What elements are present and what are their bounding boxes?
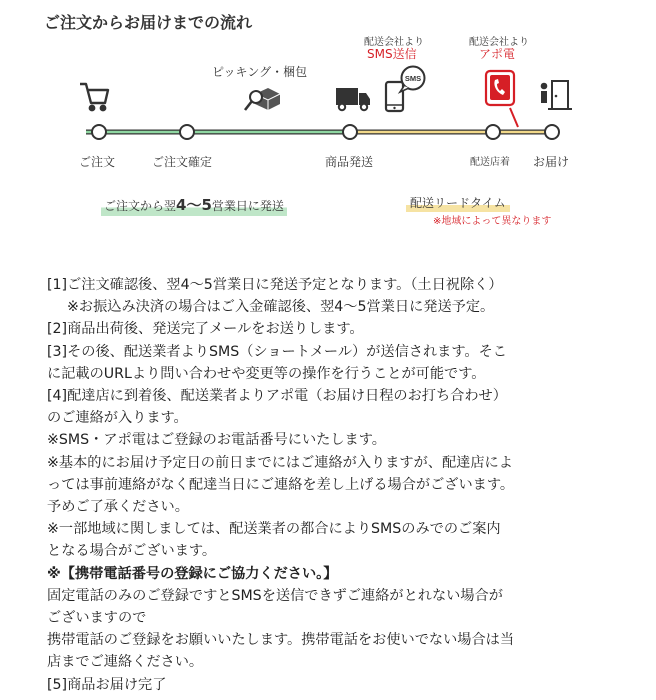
sms-phone-icon	[386, 67, 425, 112]
page-title: ご注文からお届けまでの流れ	[44, 13, 253, 32]
sms-bubble-text: SMS	[404, 74, 422, 83]
text-line: となる場合がございます。	[47, 543, 217, 560]
lead-days: 4～5	[176, 196, 212, 214]
text-line-emphasis: ※【携帯電話番号の登録にご協力ください。】	[47, 565, 338, 582]
step-label-order: ご注文	[79, 155, 116, 169]
timeline	[86, 125, 559, 139]
lead-yoku: 翌	[164, 199, 177, 213]
timeline-node-order	[92, 125, 106, 139]
text-line: のご連絡が入ります。	[47, 410, 188, 427]
lead-prefix: ご注文から	[104, 199, 165, 213]
picking-box-icon	[245, 88, 280, 110]
step-label-arrive: 配送店着	[470, 157, 510, 168]
text-line: [3]その後、配送業者よりSMS（ショートメール）が送信されます。そこ	[47, 343, 507, 360]
step-label-confirm: ご注文確定	[152, 155, 213, 169]
cart-icon	[80, 84, 108, 110]
timeline-node-deliver	[545, 125, 559, 139]
flow-diagram	[0, 0, 656, 240]
text-line: っては事前連絡がなく配達当日にご連絡を差し上げる場合がございます。	[47, 476, 515, 493]
text-line: ※基本的にお届け予定日の前日までにはご連絡が入りますが、配達店によ	[47, 454, 513, 471]
lead-suffix: 営業日に発送	[211, 199, 284, 213]
text-line: ※お振込み決済の場合はご入金確認後、翌4～5営業日に発送予定。	[67, 299, 495, 316]
text-line: 店までご連絡ください。	[47, 654, 204, 671]
text-line: 予めご了承ください。	[47, 499, 189, 516]
call-icon	[486, 71, 518, 127]
picking-label: ピッキング・梱包	[212, 65, 308, 79]
text-line: [4]配達店に到着後、配送業者よりアポ電（お届け日程のお打ち合わせ）	[47, 388, 507, 405]
sms-label: SMS送信	[367, 47, 417, 61]
lead-time-yellow: 配送リードタイム	[406, 194, 510, 212]
timeline-node-confirm	[180, 125, 194, 139]
lead-time-note: ※地域によって異なります	[433, 216, 552, 227]
step-label-ship: 商品発送	[325, 155, 374, 169]
text-line: ※一部地域に関しましては、配送業者の都合によりSMSのみでのご案内	[47, 521, 501, 538]
text-line: 固定電話のみのご登録ですとSMSを送信できずご連絡がとれない場合が	[47, 587, 503, 604]
text-line: に記載のURLより問い合わせや変更等の操作を行うことが可能です。	[47, 365, 486, 382]
timeline-node-ship	[343, 125, 357, 139]
call-from-label: 配送会社より	[469, 37, 529, 48]
text-line: [2]商品出荷後、発送完了メールをお送りします。	[47, 321, 364, 338]
truck-icon	[336, 88, 370, 110]
text-line: [5]商品お届け完了	[47, 676, 167, 693]
timeline-node-arrive	[486, 125, 500, 139]
flow-description	[47, 274, 627, 696]
step-label-deliver: お届け	[533, 155, 570, 169]
lead-time-green	[101, 194, 287, 216]
door-person-icon	[541, 81, 572, 109]
sms-from-label: 配送会社より	[364, 37, 424, 48]
text-line: ※SMS・アポ電はご登録のお電話番号にいたします。	[47, 432, 386, 449]
text-line: ございますので	[47, 610, 147, 627]
text-line: [1]ご注文確認後、翌4～5営業日に発送予定となります。（土日祝除く）	[47, 277, 503, 293]
call-label: アポ電	[479, 47, 516, 61]
text-line: 携帯電話のご登録をお願いいたします。携帯電話をお使いでない場合は当	[47, 632, 515, 649]
